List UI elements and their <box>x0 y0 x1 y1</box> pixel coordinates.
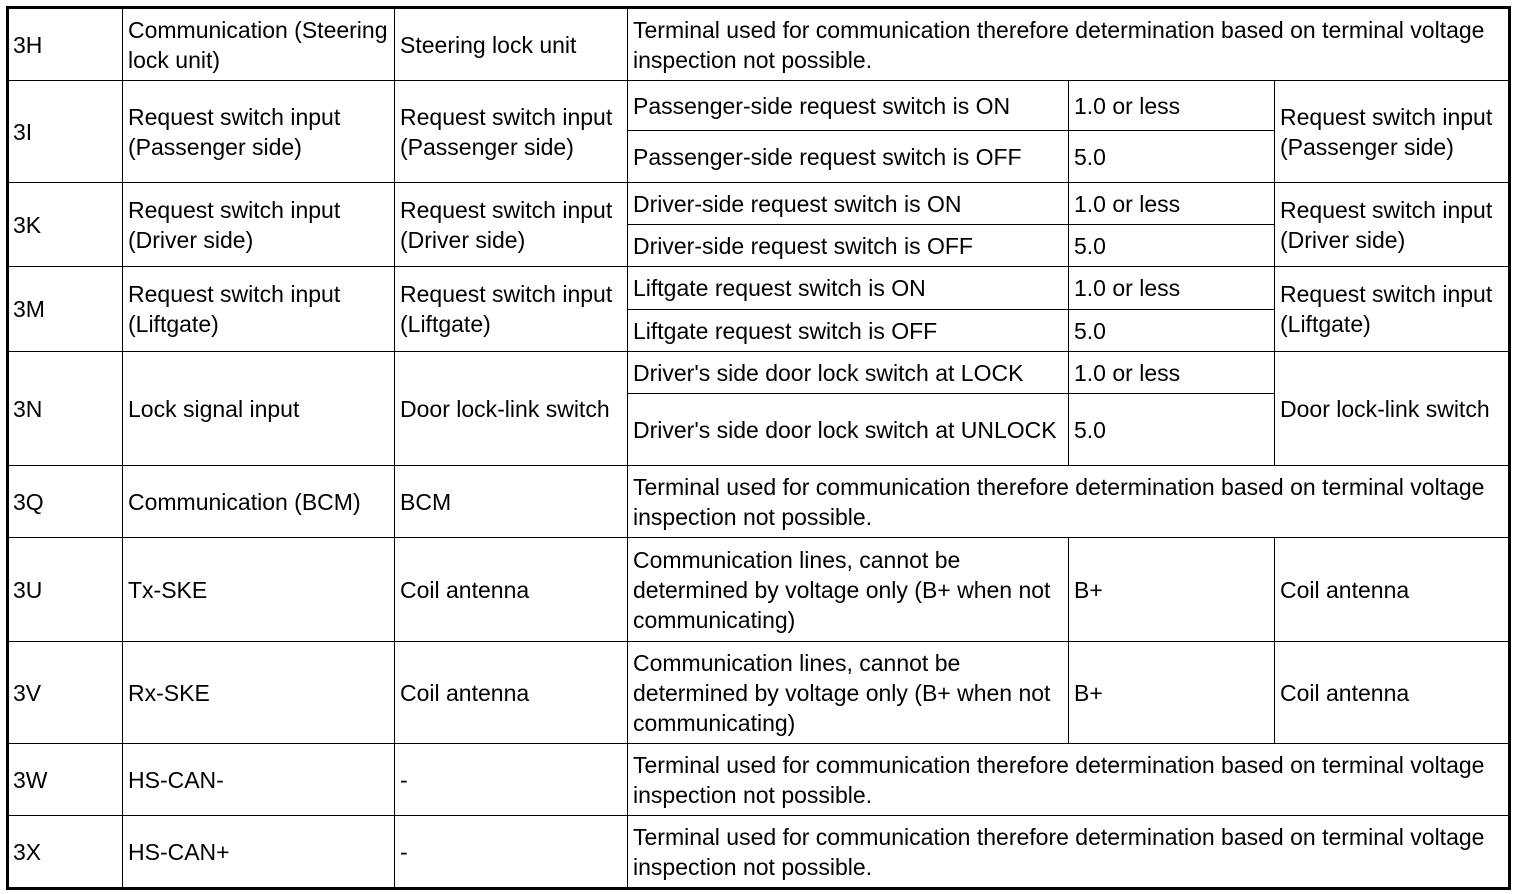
inspection-item-cell: Request switch input (Liftgate) <box>1275 267 1510 352</box>
table-row <box>8 352 1510 394</box>
connected-to-cell: - <box>395 816 628 889</box>
voltage-cell: B+ <box>1069 538 1275 642</box>
connected-to-cell: Request switch input (Liftgate) <box>395 267 628 352</box>
table-row <box>8 538 1510 642</box>
table-row <box>8 816 1510 889</box>
signal-cell: Rx-SKE <box>123 642 395 744</box>
connected-to-cell: Door lock-link switch <box>395 352 628 466</box>
terminal-cell: 3M <box>8 267 123 352</box>
connected-to-cell: Request switch input (Driver side) <box>395 183 628 267</box>
note-cell: Terminal used for communication therefore determination based on terminal voltage inspection not possible. <box>628 816 1510 889</box>
note-cell: Terminal used for communication therefore determination based on terminal voltage inspection not possible. <box>628 8 1510 81</box>
table-row <box>8 744 1510 816</box>
signal-cell: Request switch input (Liftgate) <box>123 267 395 352</box>
condition-cell: Driver's side door lock switch at LOCK <box>628 352 1069 394</box>
terminal-cell: 3N <box>8 352 123 466</box>
voltage-cell: 1.0 or less <box>1069 81 1275 131</box>
connected-to-cell: Steering lock unit <box>395 8 628 81</box>
inspection-item-cell: Request switch input (Driver side) <box>1275 183 1510 267</box>
terminal-cell: 3W <box>8 744 123 816</box>
condition-cell: Liftgate request switch is ON <box>628 267 1069 310</box>
signal-cell: HS-CAN+ <box>123 816 395 889</box>
signal-cell: Request switch input (Driver side) <box>123 183 395 267</box>
condition-cell: Passenger-side request switch is ON <box>628 81 1069 131</box>
terminal-cell: 3H <box>8 8 123 81</box>
table-row <box>8 267 1510 310</box>
terminal-cell: 3U <box>8 538 123 642</box>
connected-to-cell: - <box>395 744 628 816</box>
inspection-item-cell: Coil antenna <box>1275 642 1510 744</box>
condition-cell: Communication lines, cannot be determined by voltage only (B+ when not communicating) <box>628 642 1069 744</box>
terminal-cell: 3K <box>8 183 123 267</box>
connected-to-cell: Request switch input (Passenger side) <box>395 81 628 183</box>
note-cell: Terminal used for communication therefore determination based on terminal voltage inspection not possible. <box>628 466 1510 538</box>
condition-cell: Communication lines, cannot be determined by voltage only (B+ when not communicating) <box>628 538 1069 642</box>
table-row <box>8 8 1510 81</box>
signal-cell: Lock signal input <box>123 352 395 466</box>
terminal-cell: 3Q <box>8 466 123 538</box>
table-row <box>8 466 1510 538</box>
signal-cell: Communication (Steering lock unit) <box>123 8 395 81</box>
connected-to-cell: BCM <box>395 466 628 538</box>
voltage-cell: 5.0 <box>1069 394 1275 466</box>
condition-cell: Driver-side request switch is ON <box>628 183 1069 225</box>
voltage-cell: 1.0 or less <box>1069 183 1275 225</box>
note-cell: Terminal used for communication therefore determination based on terminal voltage inspection not possible. <box>628 744 1510 816</box>
table-row <box>8 183 1510 225</box>
voltage-cell: 1.0 or less <box>1069 352 1275 394</box>
connected-to-cell: Coil antenna <box>395 538 628 642</box>
condition-cell: Driver's side door lock switch at UNLOCK <box>628 394 1069 466</box>
voltage-cell: B+ <box>1069 642 1275 744</box>
signal-cell: Tx-SKE <box>123 538 395 642</box>
signal-cell: Communication (BCM) <box>123 466 395 538</box>
terminal-cell: 3V <box>8 642 123 744</box>
signal-cell: HS-CAN- <box>123 744 395 816</box>
terminal-voltage-table <box>6 6 1511 890</box>
voltage-cell: 5.0 <box>1069 131 1275 183</box>
signal-cell: Request switch input (Passenger side) <box>123 81 395 183</box>
condition-cell: Driver-side request switch is OFF <box>628 225 1069 267</box>
table-row <box>8 81 1510 131</box>
voltage-cell: 5.0 <box>1069 225 1275 267</box>
inspection-item-cell: Door lock-link switch <box>1275 352 1510 466</box>
inspection-item-cell: Coil antenna <box>1275 538 1510 642</box>
table-row <box>8 642 1510 744</box>
terminal-cell: 3X <box>8 816 123 889</box>
terminal-cell: 3I <box>8 81 123 183</box>
connected-to-cell: Coil antenna <box>395 642 628 744</box>
inspection-item-cell: Request switch input (Passenger side) <box>1275 81 1510 183</box>
voltage-cell: 5.0 <box>1069 310 1275 352</box>
condition-cell: Passenger-side request switch is OFF <box>628 131 1069 183</box>
voltage-cell: 1.0 or less <box>1069 267 1275 310</box>
condition-cell: Liftgate request switch is OFF <box>628 310 1069 352</box>
